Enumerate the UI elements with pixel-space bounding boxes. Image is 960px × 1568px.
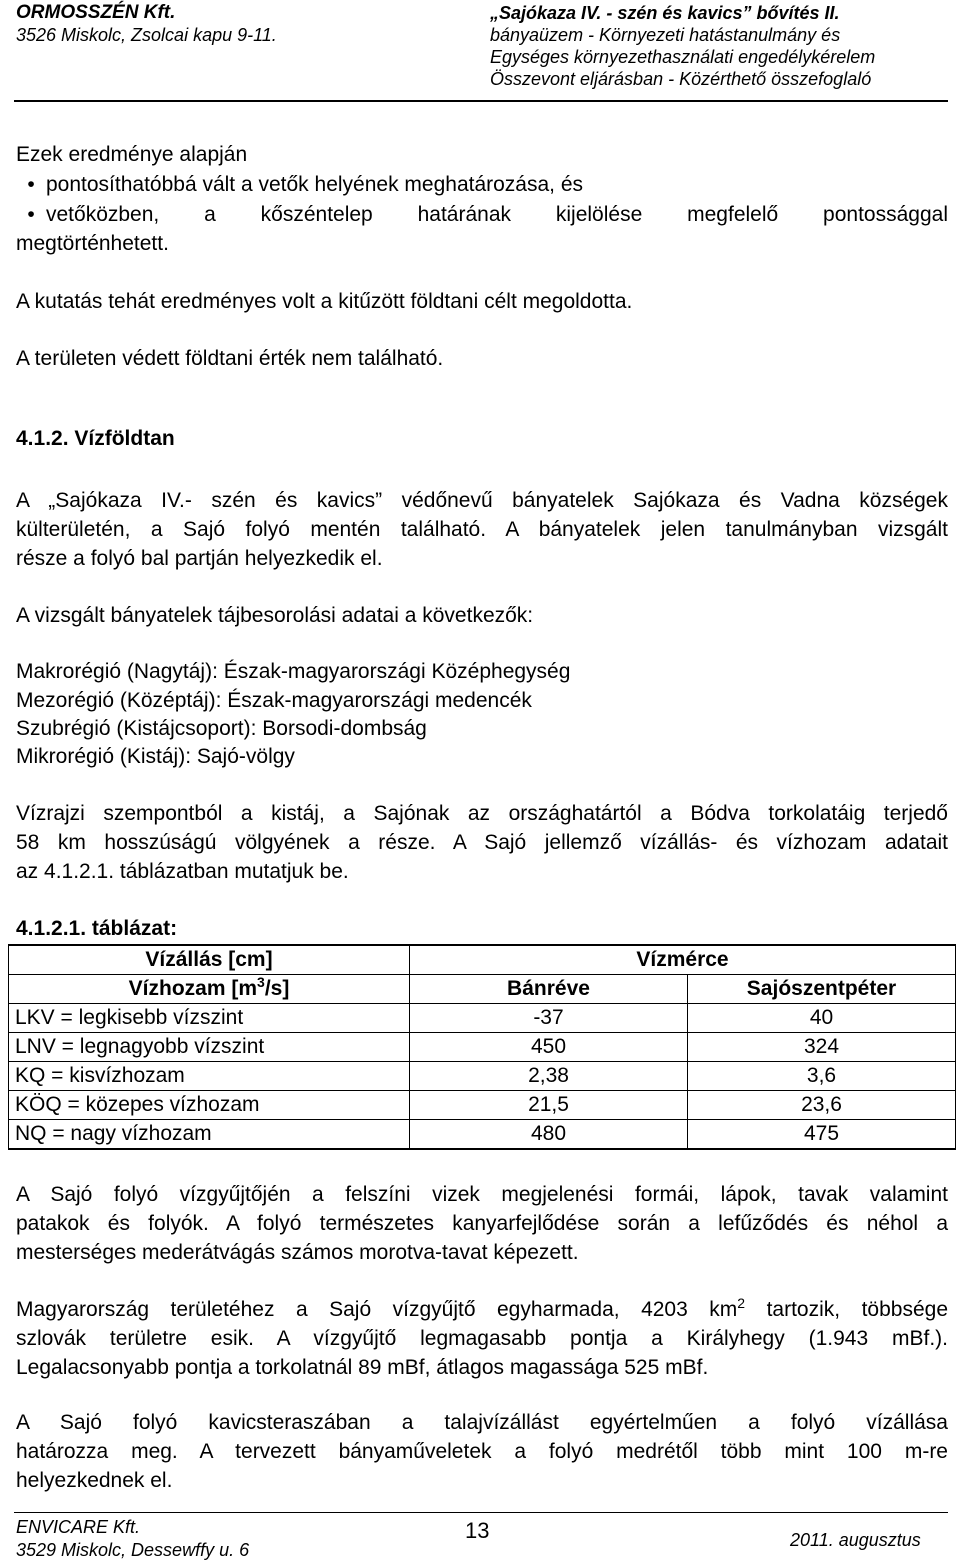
cell-sajoszentpeter: 324: [688, 1033, 956, 1062]
bullet-icon: •: [27, 173, 35, 196]
paragraph-line: A Sajó folyó vízgyűjtőjén a felszíni vizek megjelenési formái, lápok, tavak valamint: [16, 1183, 948, 1206]
cell-sajoszentpeter: 3,6: [688, 1062, 956, 1091]
footer-address: 3529 Miskolc, Dessewffy u. 6: [16, 1540, 250, 1560]
table-row: [9, 1033, 956, 1062]
paragraph: A vizsgált bányatelek tájbesorolási adatai a következők:: [16, 604, 534, 627]
header-divider: [14, 100, 948, 102]
region-line: Makrorégió (Nagytáj): Észak-magyarországi Középhegység: [16, 660, 571, 683]
intro-text: Ezek eredménye alapján: [16, 143, 248, 166]
paragraph-line: helyezkednek el.: [16, 1469, 173, 1492]
paragraph-line: A Sajó folyó kavicsteraszában a talajvízállást egyértelműen a folyó vízállása: [16, 1411, 948, 1434]
paragraph-line: Legalacsonyabb pontja a torkolatnál 89 mBf, átlagos magassága 525 mBf.: [16, 1356, 709, 1379]
header-subtitle-1: bányaüzem - Környezeti hatástanulmány és: [490, 25, 841, 45]
bullet-icon: •: [27, 203, 35, 226]
footer-divider: [14, 1512, 948, 1513]
table-row: [9, 1120, 956, 1150]
paragraph-line: külterületén, a Sajó folyó mentén található. A bányatelek jelen tanulmányban vizsgált: [16, 518, 948, 541]
table-header-row: [9, 975, 956, 1004]
table-row: [9, 1062, 956, 1091]
cell-sajoszentpeter: 40: [688, 1004, 956, 1033]
bullet-continuation: megtörténhetett.: [16, 232, 169, 255]
cell-sajoszentpeter: 23,6: [688, 1091, 956, 1120]
row-label: LNV = legnagyobb vízszint: [9, 1033, 410, 1062]
header-subtitle-3: Összevont eljárásban - Közérthető összefoglaló: [490, 69, 872, 89]
paragraph: A területen védett földtani érték nem található.: [16, 347, 444, 370]
header-gauge: Vízmérce: [410, 945, 956, 975]
header-water-level: Vízállás [cm]: [9, 945, 410, 975]
cell-banreve: -37: [410, 1004, 688, 1033]
paragraph-line: az 4.1.2.1. táblázatban mutatjuk be.: [16, 860, 349, 883]
paragraph-line: határozza meg. A tervezett bányaműveletek a folyó medrétől több mint 100 m-re: [16, 1440, 948, 1463]
cell-sajoszentpeter: 475: [688, 1120, 956, 1150]
header-subtitle-2: Egységes környezethasználati engedélykérelem: [490, 47, 876, 67]
row-label: KQ = kisvízhozam: [9, 1062, 410, 1091]
header-title: „Sajókaza IV. - szén és kavics” bővítés II.: [490, 3, 840, 23]
header-company: ORMOSSZÉN Kft.: [16, 2, 176, 23]
paragraph-line: Magyarország területéhez a Sajó vízgyűjtő egyharmada, 4203 $km^2$ tartozik, többsége: [16, 1295, 948, 1321]
region-line: Mezorégió (Középtáj): Észak-magyarországi medencék: [16, 689, 532, 712]
cell-banreve: 2,38: [410, 1062, 688, 1091]
header-discharge: Vízhozam $[m^3/s]$: [9, 975, 410, 1004]
row-label: KÖQ = közepes vízhozam: [9, 1091, 410, 1120]
table-row: [9, 1091, 956, 1120]
table-header-row: [9, 945, 956, 975]
header-banreve: Bánréve: [410, 975, 688, 1004]
paragraph-line: szlovák területre esik. A vízgyűjtő legmagasabb pontja a Királyhegy (1.943 mBf.).: [16, 1327, 948, 1350]
header-sajoszentpeter: Sajószentpéter: [688, 975, 956, 1004]
page-number: 13: [465, 1518, 490, 1543]
row-label: LKV = legkisebb vízszint: [9, 1004, 410, 1033]
cell-banreve: 450: [410, 1033, 688, 1062]
footer-company: ENVICARE Kft.: [16, 1517, 141, 1537]
paragraph-line: A „Sajókaza IV.- szén és kavics” védőnevű bányatelek Sajókaza és Vadna községek: [16, 489, 948, 512]
footer-date: 2011. augusztus: [790, 1530, 921, 1550]
cell-banreve: 21,5: [410, 1091, 688, 1120]
header-left: [16, 2, 416, 46]
header-right: [490, 2, 950, 90]
region-line: Mikrorégió (Kistáj): Sajó-völgy: [16, 745, 295, 768]
paragraph-line: Vízrajzi szempontból a kistáj, a Sajónak az országhatártól a Bódva torkolatáig terjedő: [16, 802, 948, 825]
section-heading: 4.1.2. Vízföldtan: [16, 427, 175, 450]
water-data-table: [8, 944, 956, 1150]
paragraph-line: része a folyó bal partján helyezkedik el.: [16, 547, 383, 570]
table-caption: 4.1.2.1. táblázat:: [16, 917, 178, 940]
paragraph: A kutatás tehát eredményes volt a kitűzött földtani célt megoldotta.: [16, 290, 633, 313]
table-row: [9, 1004, 956, 1033]
region-line: Szubrégió (Kistájcsoport): Borsodi-dombság: [16, 717, 427, 740]
paragraph-line: patakok és folyók. A folyó természetes kanyarfejlődése során a lefűződés és néhol a: [16, 1212, 948, 1235]
row-label: NQ = nagy vízhozam: [9, 1120, 410, 1150]
paragraph-line: mesterséges mederátvágás számos morotva-tavat képezett.: [16, 1241, 579, 1264]
header-address: 3526 Miskolc, Zsolcai kapu 9-11.: [16, 25, 277, 45]
paragraph-line: 58 km hosszúságú völgyének a része. A Sajó jellemző vízállás- és vízhozam adatait: [16, 831, 948, 854]
cell-banreve: 480: [410, 1120, 688, 1150]
footer-left: [16, 1516, 249, 1562]
